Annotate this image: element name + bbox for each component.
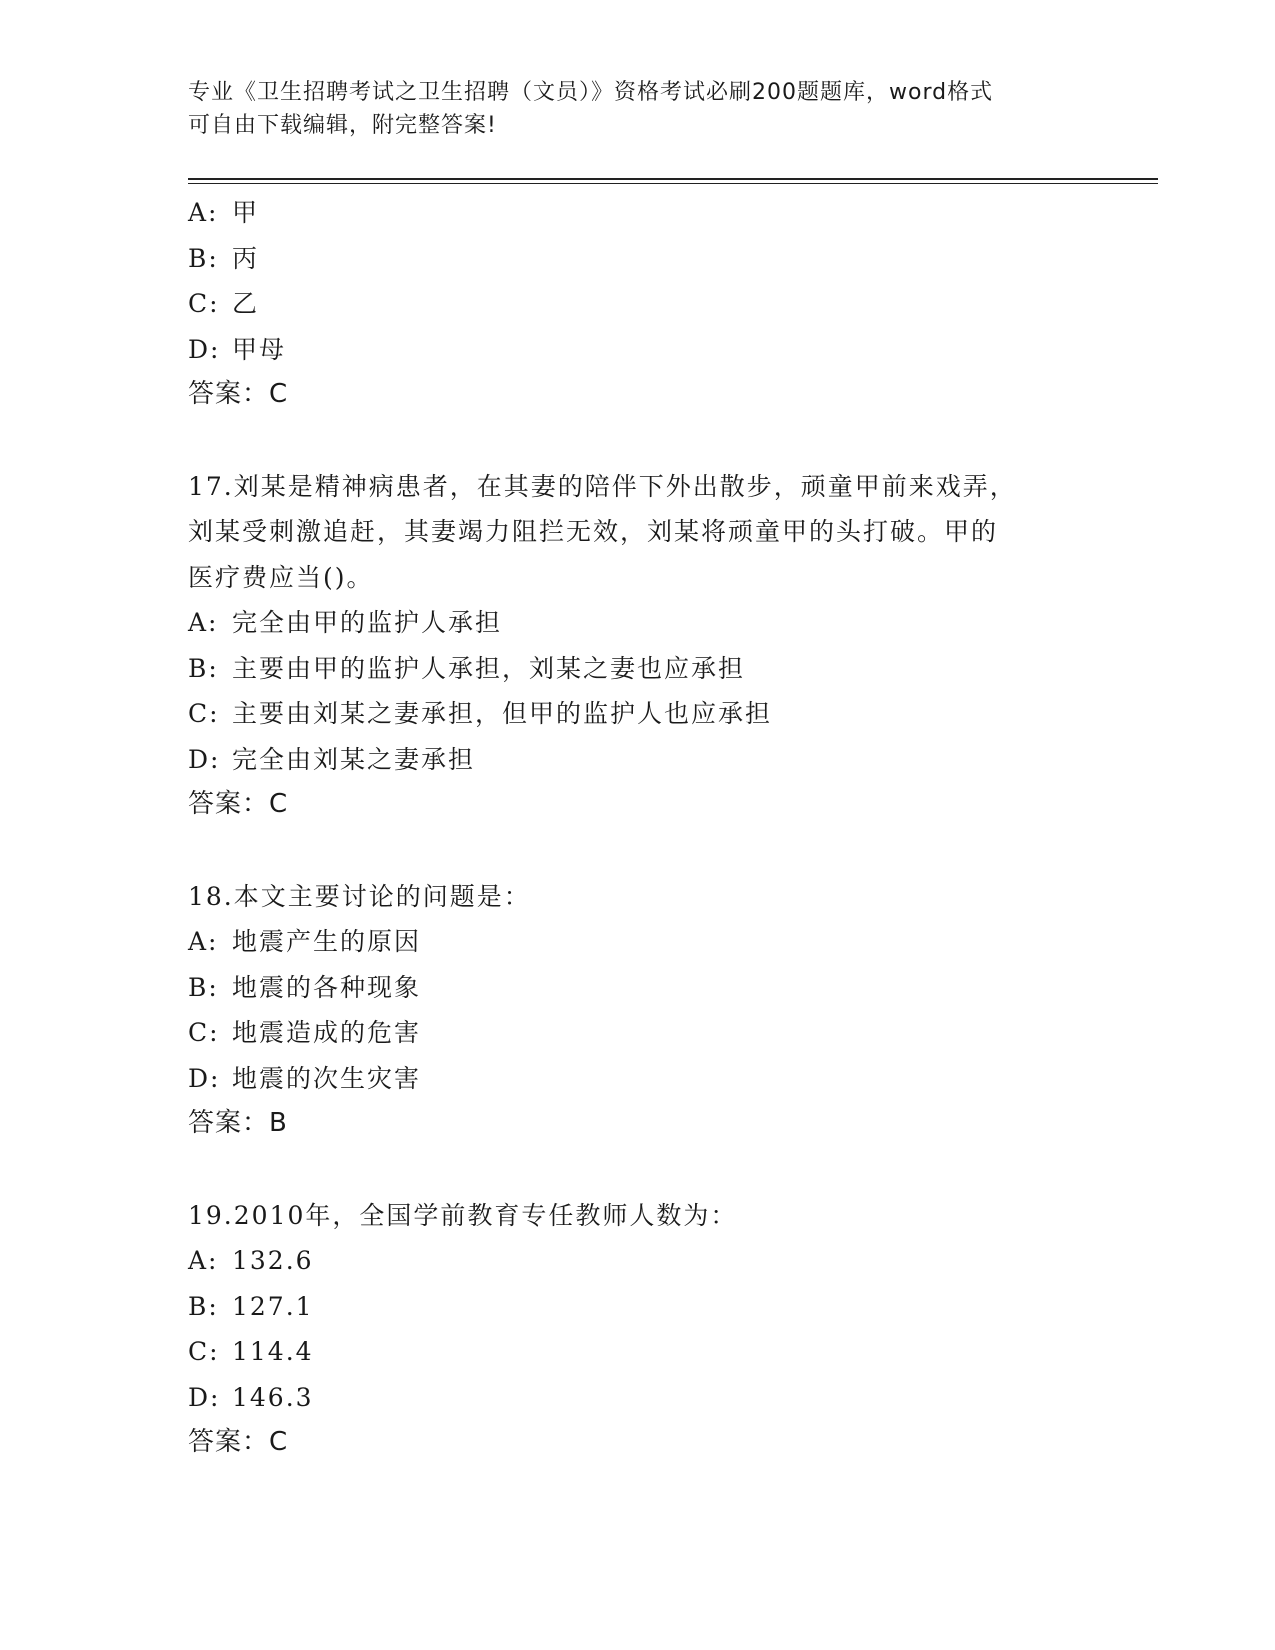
question-stem [188, 874, 1088, 920]
stem-line: 医疗费应当()。 [188, 562, 374, 592]
option-key: A: [188, 927, 219, 956]
header-rule-thin [188, 183, 1158, 184]
option-d [188, 737, 1088, 783]
option-key: C: [188, 1018, 220, 1047]
header-title-line-1: 专业《卫生招聘考试之卫生招聘（文员）》资格考试必刷200题题库，word格式 [188, 80, 994, 105]
option-key: D: [188, 1382, 221, 1412]
option-text: 地震产生的原因 [232, 927, 422, 956]
option-text: 完全由甲的监护人承担 [232, 608, 503, 637]
option-text: 甲 [232, 198, 260, 227]
option-key: C: [188, 289, 220, 318]
document-header [188, 76, 1088, 142]
option-d [188, 327, 1088, 373]
stem-line: 刘某受刺激追赶，其妻竭力阻拦无效，刘某将顽童甲的头打破。甲的 [188, 517, 999, 546]
option-key: B: [188, 1291, 219, 1321]
option-key: D: [188, 744, 221, 774]
answer-line: 答案：C [188, 1427, 289, 1457]
header-title-line-2: 可自由下载编辑，附完整答案! [188, 113, 497, 138]
option-key: B: [188, 243, 219, 273]
option-text: 主要由刘某之妻承担，但甲的监护人也应承担 [232, 699, 773, 728]
stem-line: 17.刘某是精神病患者，在其妻的陪伴下外出散步，顽童甲前来戏弄， [188, 471, 1017, 501]
option-b [188, 646, 1088, 692]
option-a [188, 1238, 1088, 1284]
option-key: B: [188, 653, 219, 683]
question-list [188, 190, 1088, 1466]
option-text: 完全由刘某之妻承担 [232, 744, 476, 774]
answer-line: 答案：C [188, 789, 289, 819]
question-19 [188, 1193, 1088, 1466]
option-a [188, 190, 1088, 236]
option-a [188, 600, 1088, 646]
option-key: A: [188, 1246, 219, 1275]
question-16 [188, 190, 1088, 418]
option-key: D: [188, 334, 221, 364]
question-17 [188, 464, 1088, 828]
option-text: 地震造成的危害 [232, 1018, 422, 1047]
option-d [188, 1056, 1088, 1102]
option-key: A: [188, 198, 219, 227]
option-c [188, 1010, 1088, 1056]
stem-line: 18.本文主要讨论的问题是： [188, 881, 531, 911]
option-text: 地震的各种现象 [232, 972, 422, 1002]
option-c [188, 1329, 1088, 1375]
option-text: 114.4 [232, 1337, 314, 1366]
option-key: C: [188, 699, 220, 728]
header-rule-thick [188, 178, 1158, 180]
option-text: 地震的次生灾害 [232, 1063, 422, 1093]
answer-line: 答案：B [188, 1108, 288, 1138]
option-text: 丙 [232, 243, 260, 273]
question-stem [188, 1193, 1088, 1239]
option-b [188, 236, 1088, 282]
option-text: 127.1 [232, 1291, 314, 1321]
option-text: 甲母 [232, 334, 287, 364]
option-key: C: [188, 1337, 220, 1366]
answer-line: 答案：C [188, 379, 289, 409]
option-a [188, 919, 1088, 965]
option-text: 乙 [232, 289, 260, 318]
question-stem [188, 464, 1088, 601]
option-key: D: [188, 1063, 221, 1093]
option-text: 146.3 [232, 1382, 314, 1412]
option-text: 132.6 [232, 1246, 314, 1275]
option-key: A: [188, 608, 219, 637]
option-c [188, 281, 1088, 327]
question-18 [188, 874, 1088, 1147]
option-key: B: [188, 972, 219, 1002]
option-text: 主要由甲的监护人承担，刘某之妻也应承担 [232, 653, 746, 683]
option-c [188, 691, 1088, 737]
option-d [188, 1375, 1088, 1421]
option-b [188, 965, 1088, 1011]
stem-line: 19.2010年，全国学前教育专任教师人数为： [188, 1200, 738, 1230]
option-b [188, 1284, 1088, 1330]
